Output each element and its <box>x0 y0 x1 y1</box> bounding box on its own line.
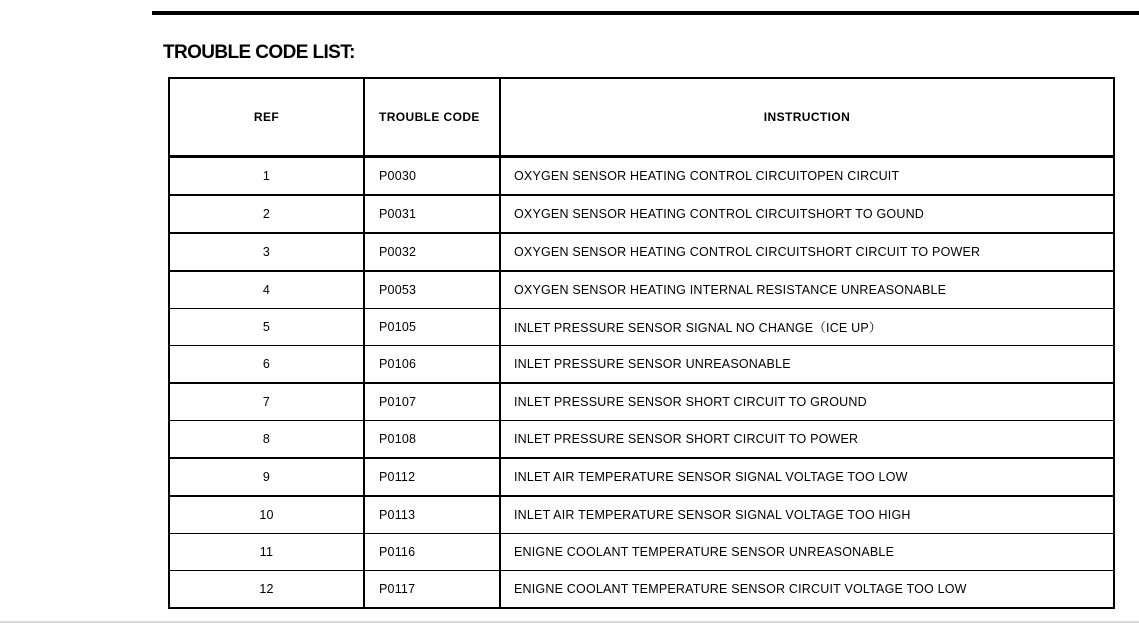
cell-ref: 4 <box>169 271 364 309</box>
cell-instruction: OXYGEN SENSOR HEATING CONTROL CIRCUITSHORT TO GOUND <box>500 195 1114 233</box>
cell-instruction: OXYGEN SENSOR HEATING INTERNAL RESISTANCE UNREASONABLE <box>500 271 1114 309</box>
table-row <box>169 157 1114 196</box>
cell-code: P0107 <box>364 383 500 421</box>
top-rule <box>152 11 1139 15</box>
table-row <box>169 421 1114 459</box>
table-row <box>169 271 1114 309</box>
cell-code: P0031 <box>364 195 500 233</box>
cell-instruction: INLET AIR TEMPERATURE SENSOR SIGNAL VOLTAGE TOO LOW <box>500 458 1114 496</box>
table-row <box>169 496 1114 534</box>
table-row <box>169 534 1114 571</box>
cell-instruction: OXYGEN SENSOR HEATING CONTROL CIRCUITOPEN CIRCUIT <box>500 157 1114 196</box>
cell-code: P0108 <box>364 421 500 459</box>
cell-ref: 2 <box>169 195 364 233</box>
cell-code: P0030 <box>364 157 500 196</box>
page-title: TROUBLE CODE LIST: <box>163 42 355 63</box>
cell-instruction: INLET AIR TEMPERATURE SENSOR SIGNAL VOLTAGE TOO HIGH <box>500 496 1114 534</box>
cell-ref: 7 <box>169 383 364 421</box>
cell-ref: 11 <box>169 534 364 571</box>
table-row <box>169 571 1114 609</box>
table-row <box>169 346 1114 384</box>
cell-code: P0105 <box>364 309 500 346</box>
cell-instruction: ENIGNE COOLANT TEMPERATURE SENSOR UNREASONABLE <box>500 534 1114 571</box>
cell-instruction: INLET PRESSURE SENSOR UNREASONABLE <box>500 346 1114 384</box>
table-header-row <box>169 78 1114 157</box>
header-trouble-code: TROUBLE CODE <box>364 78 500 157</box>
cell-ref: 12 <box>169 571 364 609</box>
cell-instruction: INLET PRESSURE SENSOR SHORT CIRCUIT TO POWER <box>500 421 1114 459</box>
cell-instruction: OXYGEN SENSOR HEATING CONTROL CIRCUITSHORT CIRCUIT TO POWER <box>500 233 1114 271</box>
cell-code: P0117 <box>364 571 500 609</box>
table-row <box>169 233 1114 271</box>
table-row <box>169 383 1114 421</box>
cell-code: P0112 <box>364 458 500 496</box>
cell-ref: 3 <box>169 233 364 271</box>
cell-code: P0032 <box>364 233 500 271</box>
table-row <box>169 458 1114 496</box>
cell-code: P0053 <box>364 271 500 309</box>
header-instruction: INSTRUCTION <box>500 78 1114 157</box>
cell-instruction: ENIGNE COOLANT TEMPERATURE SENSOR CIRCUIT VOLTAGE TOO LOW <box>500 571 1114 609</box>
cell-code: P0113 <box>364 496 500 534</box>
cell-ref: 10 <box>169 496 364 534</box>
cell-code: P0106 <box>364 346 500 384</box>
cell-instruction: INLET PRESSURE SENSOR SIGNAL NO CHANGE（ICE UP） <box>500 309 1114 346</box>
cell-ref: 8 <box>169 421 364 459</box>
table-row <box>169 195 1114 233</box>
cell-ref: 1 <box>169 157 364 196</box>
cell-code: P0116 <box>364 534 500 571</box>
cell-ref: 5 <box>169 309 364 346</box>
header-ref: REF <box>169 78 364 157</box>
cell-instruction: INLET PRESSURE SENSOR SHORT CIRCUIT TO GROUND <box>500 383 1114 421</box>
table-row <box>169 309 1114 346</box>
trouble-code-table <box>168 77 1115 609</box>
cell-ref: 9 <box>169 458 364 496</box>
cell-ref: 6 <box>169 346 364 384</box>
